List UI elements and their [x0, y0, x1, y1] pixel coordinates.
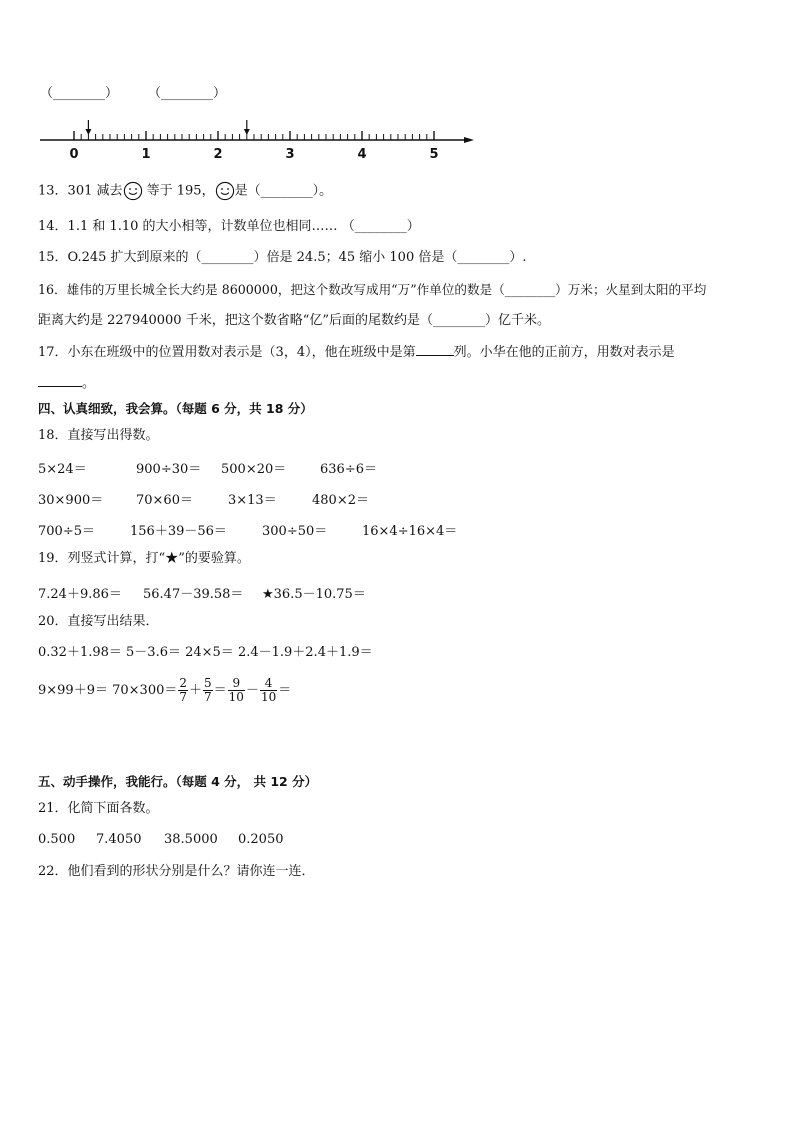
operator: ＝ [278, 683, 292, 698]
q18-item: 156＋39－56＝ [130, 524, 227, 539]
operator: － [245, 683, 259, 698]
q18-item: 900÷30＝ [136, 462, 202, 477]
q21-item: 0.500 [38, 832, 76, 847]
question-20-title: 20．直接写出结果． [38, 614, 159, 629]
down-arrow-icon [85, 120, 91, 135]
question-13 [38, 181, 332, 201]
question-21-title: 21．化简下面各数。 [38, 801, 159, 816]
q18-item: 30×900＝ [38, 493, 104, 508]
q21-item: 0.2050 [238, 832, 284, 847]
number-line-answer-blank-2[interactable]: （________） [148, 86, 227, 101]
number-line-arrowhead [464, 137, 474, 143]
q18-item: 70×60＝ [136, 493, 193, 508]
q18-item: 16×4÷16×4＝ [362, 524, 458, 539]
fraction-denominator: 10 [228, 690, 244, 704]
q17-pair-blank[interactable] [38, 375, 82, 387]
tick-label: 0 [69, 147, 79, 162]
section-4-title: 四、认真细致，我会算。（每题 6 分，共 18 分） [38, 401, 313, 416]
fraction-numerator: 9 [228, 677, 245, 691]
question-16-line-1: 16．雄伟的万里长城全长大约是 8600000，把这个数改写成用“万”作单位的数是（________）万米；火星到太阳的平均 [38, 282, 707, 297]
question-17-line-1 [38, 344, 675, 361]
q13-suffix: 是（________）。 [234, 183, 333, 199]
tick-label: 1 [141, 147, 151, 162]
q21-item: 38.5000 [164, 832, 218, 847]
fraction [228, 677, 245, 704]
q19-item: 56.47－39.58＝ [143, 587, 244, 602]
question-17-line-2 [38, 375, 95, 392]
q20-row-1: 0.32＋1.98＝ 5－3.6＝ 24×5＝ 2.4－1.9＋2.4＋1.9＝ [38, 645, 373, 660]
q19-item: 7.24＋9.86＝ [38, 587, 122, 602]
fraction [260, 677, 277, 704]
question-19-title: 19．列竖式计算，打“★”的要验算。 [38, 551, 250, 566]
operator: ＋ [189, 683, 203, 698]
q20-row-2 [38, 677, 291, 704]
q21-item: 7.4050 [96, 832, 142, 847]
question-22-title: 22．他们看到的形状分别是什么？请你连一连． [38, 864, 315, 879]
question-14: 14．1.1 和 1.10 的大小相等，计数单位也相同…… （________） [38, 219, 420, 234]
q19-item: ★36.5－10.75＝ [262, 587, 366, 602]
smiley-face-icon [123, 181, 143, 201]
q18-item: 500×20＝ [221, 462, 287, 477]
fraction-numerator: 4 [260, 677, 277, 691]
q18-item: 700÷5＝ [38, 524, 95, 539]
q18-item: 300÷50＝ [262, 524, 328, 539]
fraction-numerator: 2 [179, 676, 187, 690]
q17-text-a: 17．小东在班级中的位置用数对表示是（3，4），他在班级中是第 [38, 345, 416, 360]
question-18-title: 18．直接写出得数。 [38, 428, 159, 443]
fraction [203, 677, 213, 704]
smiley-face-icon [215, 181, 235, 201]
tick-label: 5 [429, 147, 439, 162]
fraction [178, 677, 188, 704]
tick-label: 4 [357, 147, 367, 162]
down-arrow-icon [244, 120, 250, 135]
number-line [36, 118, 476, 166]
tick-label: 3 [285, 147, 295, 162]
q17-column-blank[interactable] [416, 344, 454, 356]
question-16-line-2: 距离大约是 227940000 千米，把这个数省略“亿”后面的尾数约是（________）亿千米。 [38, 313, 550, 328]
section-5-title: 五、动手操作，我能行。（每题 4 分， 共 12 分） [38, 774, 318, 789]
fraction-denominator: 10 [260, 690, 277, 704]
operator: ＝ [213, 683, 227, 698]
question-15: 15．O.245 扩大到原来的（________）倍是 24.5；45 缩小 100 倍是（________）. [38, 250, 527, 265]
fraction-denominator: 7 [179, 690, 187, 704]
fraction-denominator: 7 [204, 690, 212, 704]
q13-middle: 等于 195， [142, 183, 215, 199]
q20-row-2-text: 9×99＋9＝ 70×300＝ [38, 683, 178, 698]
q18-item: 3×13＝ [228, 493, 277, 508]
q18-item: 636÷6＝ [320, 462, 377, 477]
q18-item: 480×2＝ [312, 493, 369, 508]
q17-text-b: 列。小华在他的正前方，用数对表示是 [453, 345, 675, 360]
q17-period: 。 [82, 376, 96, 391]
fraction-numerator: 5 [204, 676, 212, 690]
q13-prefix: 13．301 减去 [38, 183, 123, 199]
number-line-answer-blank-1[interactable]: （________） [40, 86, 119, 101]
tick-label: 2 [213, 147, 223, 162]
q18-item: 5×24＝ [38, 462, 87, 477]
